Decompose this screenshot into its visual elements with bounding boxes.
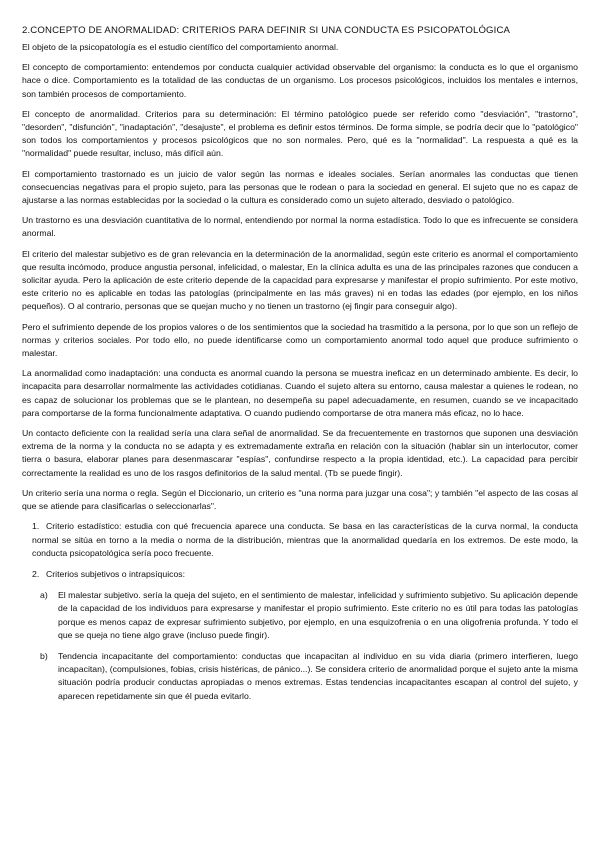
list-item (22, 568, 578, 581)
list-marker: 1. (32, 521, 40, 532)
list-item (22, 589, 578, 642)
paragraph-comportamiento: El concepto de comportamiento: entendemos por conducta cualquier actividad observable del organismo: la conducta es lo que el organismo hace o dice. Comportamiento es la totalidad de las conductas de un organismo. Los procesos psicológicos, incluidos los mentales e internos, son también procesos de comportamiento. (22, 62, 578, 99)
list-item (22, 650, 578, 703)
list-item-text: Tendencia incapacitante del comportamiento: conductas que incapacitan al individuo en su vida diaria (primero interfieren, luego incapacitan), (compulsiones, fobias, crisis histéricas, de pánico...). Se considera criterio de anormalidad porque el sujeto ante la misma situación podría producir conductas apropiadas o menos extremas. Estas tendencias incapacitantes escapan al control del sujeto, y aparecen repetidamente sin que él pueda evitarlo. (58, 650, 578, 701)
paragraph-malestar: El criterio del malestar subjetivo es de gran relevancia en la determinación de la anormalidad, según este criterio es anormal el comportamiento que resulta incómodo, produce angustia personal, infelicidad, o malestar, En la clínica adulta es una de las principales razones que conducen a solicitar ayuda. Pero la aplicación de este criterio depende de la capacidad para expresarse y manifestar el propio sufrimiento. Por este motivo, este criterio no es aplicable en todas las patologías (principalmente en las más graves) ni en todas las edades (por ejemplo, en los niños pequeños). O al contrario, personas que se quejan mucho y no tienen un trastorno (ej fingir para conseguir algo). (22, 248, 578, 312)
list-item-text: El malestar subjetivo. sería la queja del sujeto, en el sentimiento de malestar, infelicidad y sufrimiento subjetivo. Su aplicación depende de la capacidad de los individuos para expresarse y manifestar el propio sufrimiento. Este criterio no es útil para todas las patologías porque es menos capaz de expresar sufrimiento subjetivo, por ejemplo, en una esquizofrenia o en una oligofrenia profunda. Y todo el que se queja no tiene algo grave (incluso puede fingir). (58, 590, 578, 640)
criteria-list (22, 520, 578, 581)
paragraph-realidad: Un contacto deficiente con la realidad sería una clara señal de anormalidad. Se da frecuentemente en trastornos que suponen una desviación extrema de la norma y la conducta no se adapta y es extremadamente extraña en relación con la situación (hablar sin un interlocutor, comer tierra o basura, elaborar planes para desenmascarar "espías", confundirse respecto a la propia identidad, etc.). La capacidad para percibir correctamente la realidad es uno de los rasgos definitorios de la salud mental. (Tb se puede fingir). (22, 428, 578, 478)
paragraph-inadaptacion: La anormalidad como inadaptación: una conducta es anormal cuando la persona se muestra ineficaz en un determinado ambiente. Es decir, lo incapacita para desarrollar normalmente las actividades cotidianas. Cuando el sujeto altera su entorno, causa malestar a quienes le rodean, no es capaz de solucionar los problemas que se le plantean, no desempeña su papel adecuadamente, en resumen, cuando se ve incapacitado para comportarse de la forma funcionalmente adaptativa. O cuando pudiendo comportarse de otra manera más eficaz, no lo hace. (22, 368, 578, 418)
paragraph-trastornado: El comportamiento trastornado es un juicio de valor según las normas e ideales sociales. Serían anormales las conductas que tienen consecuencias negativas para el propio sujeto, para las personas que le rodean o para la sociedad en general. El sujeto que no es capaz de ajustarse a las normas establecidas por la sociedad o la cultura es considerado como un sujeto alterado, desviado o patológico. (22, 168, 578, 206)
list-item-text: Criterios subjetivos o intrapsíquicos: (46, 568, 186, 579)
section-title: 2.CONCEPTO DE ANORMALIDAD: CRITERIOS PARA DEFINIR SI UNA CONDUCTA ES PSICOPATOLÓGICA (22, 25, 511, 36)
paragraph-desviacion: Un trastorno es una desviación cuantitativa de lo normal, entendiendo por normal la norma estadística. Todo lo que es infrecuente se considera anormal. (22, 215, 578, 239)
list-marker: 2. (32, 568, 40, 579)
list-marker: a) (40, 590, 48, 601)
paragraph-anormalidad: El concepto de anormalidad. Criterios para su determinación: El término patológico puede ser referido como "desviación", "trastorno", "desorden", "disfunción", "inadaptación", "desajuste", el problema es definir estos términos. De forma simple, se podría decir que lo "patológico" son todos los comportamientos y procesos psicológicos que no son normales. Pero, qué es la "normalidad". La respuesta a qué es la "normalidad" puede resultar, incluso, más difícil aún. (22, 108, 578, 159)
paragraph-objeto: El objeto de la psicopatología es el estudio científico del comportamiento anormal. (22, 42, 339, 52)
subjective-criteria-list (22, 589, 578, 703)
paragraph-sufrimiento: Pero el sufrimiento depende de los propios valores o de los sentimientos que la sociedad ha trasmitido a la persona, por lo que son un reflejo de normas y criterios sociales. Por todo ello, no puede identificarse como un comportamiento anormal todo aquel que produce sufrimiento o malestar. (22, 321, 578, 359)
list-item-text: Criterio estadístico: estudia con qué frecuencia aparece una conducta. Se basa en las características de la curva normal, la conducta normal se sitúa en torno a la media o norma de la distribución, mientras que la anormalidad quedaría en los extremos. De este modo, la conducta psicopatológica sería poco frecuente. (32, 521, 578, 558)
list-item (22, 520, 578, 560)
list-marker: b) (40, 650, 48, 661)
paragraph-criterio: Un criterio sería una norma o regla. Según el Diccionario, un criterio es "una norma para juzgar una cosa"; y también "el aspecto de las cosas al que se atiende para clasificarlas o seleccionarlas". (22, 487, 578, 512)
